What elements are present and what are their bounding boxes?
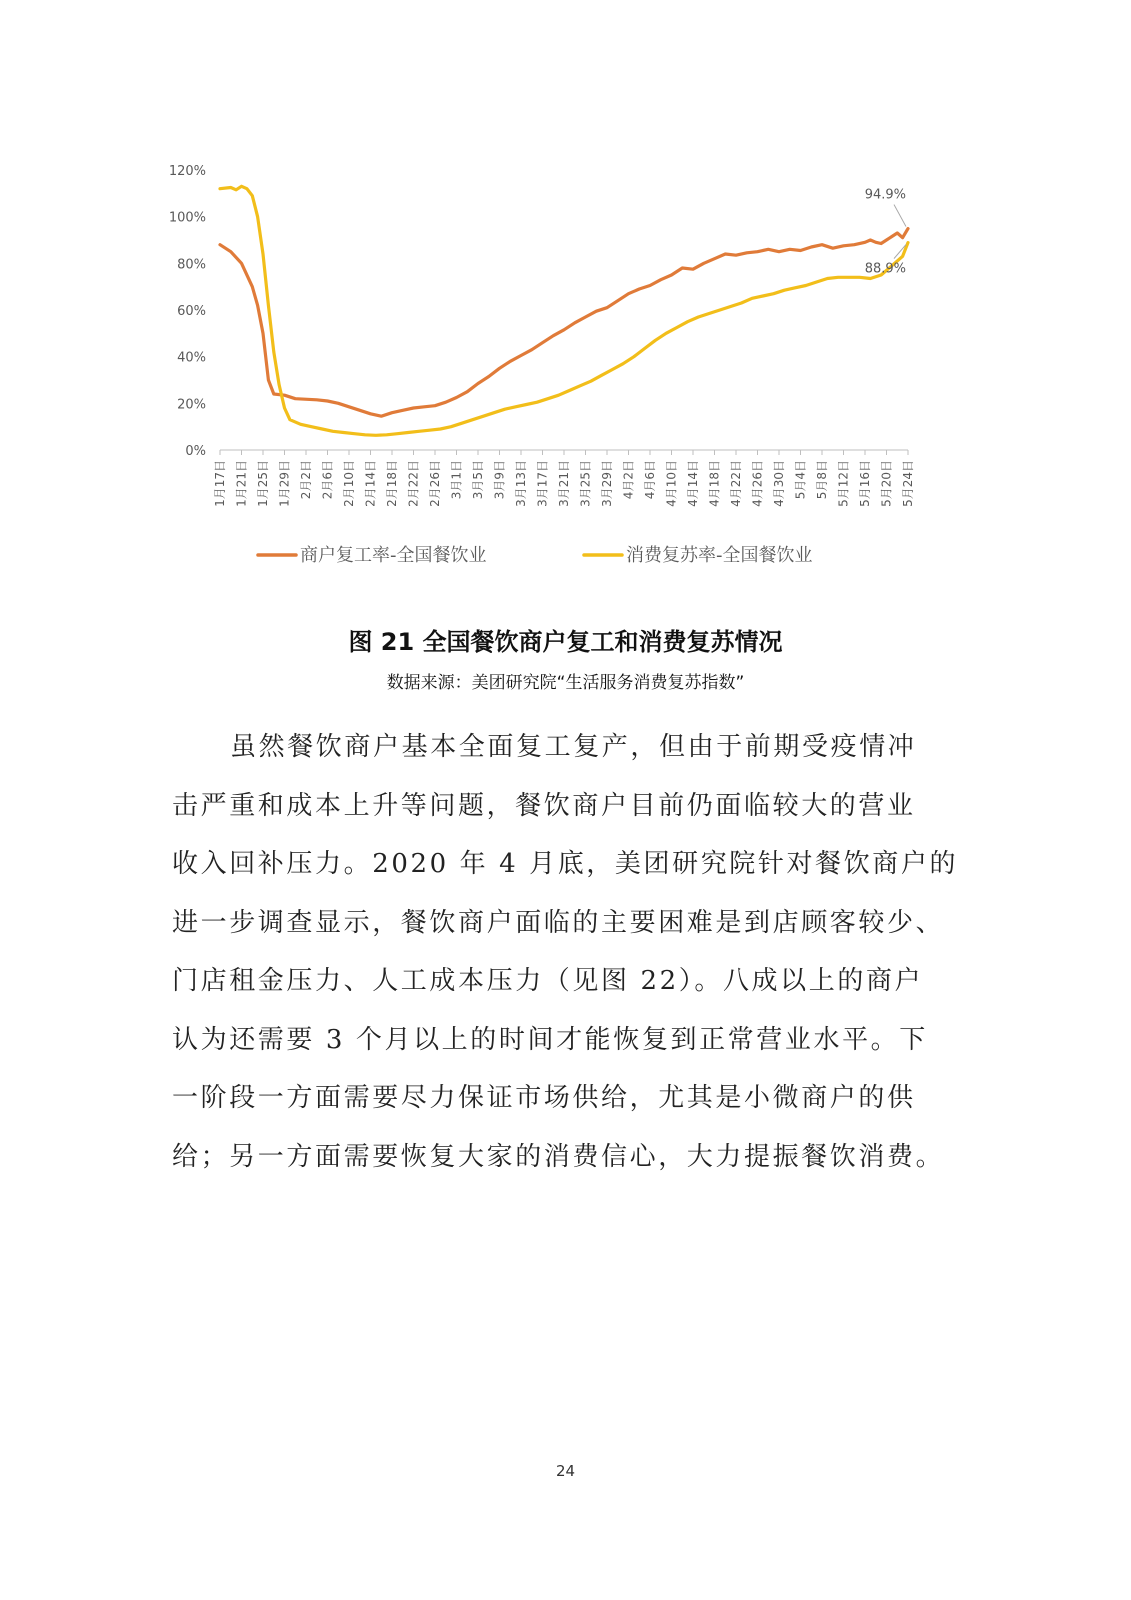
x-tick-label: 2月14日 [363, 460, 378, 507]
x-tick-label: 3月13日 [514, 460, 528, 507]
x-tick-label: 3月29日 [600, 460, 614, 507]
y-tick-label: 120% [168, 164, 206, 179]
body-line: 进一步调查显示，餐饮商户面临的主要困难是到店顾客较少、 [172, 907, 945, 938]
x-tick-label: 3月17日 [535, 460, 550, 507]
annotation-leader-line [894, 205, 906, 227]
legend-label: 消费复苏率-全国餐饮业 [626, 545, 813, 566]
figure-caption-title: 图 21 全国餐饮商户复工和消费复苏情况 [348, 628, 783, 656]
x-tick-label: 1月29日 [277, 460, 292, 507]
x-tick-label: 4月14日 [686, 460, 700, 507]
annotation-layer [865, 188, 906, 277]
y-tick-label: 100% [168, 210, 206, 226]
body-line: 一阶段一方面需要尽力保证市场供给，尤其是小微商户的供 [172, 1083, 916, 1113]
x-tick-label: 5月12日 [836, 460, 851, 507]
x-tick-label: 3月1日 [449, 460, 464, 500]
body-line: 击严重和成本上升等问题，餐饮商户目前仍面临较大的营业 [172, 790, 916, 821]
x-tick-label: 2月10日 [342, 460, 356, 507]
series-line-1 [220, 229, 908, 417]
x-tick-label: 4月18日 [707, 460, 722, 507]
data-label: 88.9% [864, 261, 906, 277]
y-tick-label: 40% [177, 350, 206, 366]
body-line: 收入回补压力。2020 年 4 月底，美团研究院针对餐饮商户的 [172, 849, 959, 879]
x-tick-label: 5月8日 [815, 460, 829, 500]
x-tick-label: 3月5日 [471, 460, 485, 500]
x-tick-label: 4月26日 [750, 460, 765, 507]
x-tick-label: 2月26日 [428, 460, 442, 507]
x-tick-label: 5月16日 [858, 460, 872, 507]
x-tick-label: 5月4日 [793, 460, 808, 500]
x-tick-label: 1月25日 [256, 460, 270, 507]
x-tick-label: 4月10日 [664, 460, 679, 507]
y-tick-label: 20% [177, 397, 206, 413]
y-tick-label: 60% [177, 304, 206, 319]
series-line-2 [220, 186, 908, 435]
page-number: 24 [555, 1462, 576, 1480]
x-tick-label: 5月24日 [901, 460, 915, 507]
body-line: 给；另一方面需要恢复大家的消费信心，大力提振餐饮消费。 [172, 1141, 945, 1172]
x-tick-label: 5月20日 [879, 460, 894, 507]
legend-label: 商户复工率-全国餐饮业 [300, 545, 487, 566]
line-chart [150, 150, 950, 600]
x-tick-label: 4月30日 [772, 460, 786, 507]
y-tick-label: 0% [185, 444, 206, 459]
body-line: 虽然餐饮商户基本全面复工复产，但由于前期受疫情冲 [230, 732, 917, 762]
y-axis [169, 164, 206, 459]
figure-caption-source: 数据来源：美团研究院“生活服务消费复苏指数” [386, 673, 745, 693]
x-tick-label: 2月18日 [385, 460, 399, 507]
x-tick-label: 3月25日 [578, 460, 593, 507]
body-line: 门店租金压力、人工成本压力（见图 22）。八成以上的商户 [172, 966, 924, 996]
x-axis [213, 450, 915, 507]
x-tick-label: 3月21日 [557, 460, 571, 507]
y-tick-label: 80% [177, 257, 206, 273]
x-tick-label: 4月22日 [729, 460, 743, 507]
x-tick-label: 4月6日 [643, 460, 657, 500]
x-tick-label: 2月2日 [299, 460, 313, 500]
x-tick-label: 2月22日 [406, 460, 421, 507]
x-tick-label: 4月2日 [621, 460, 636, 500]
x-tick-label: 2月6日 [320, 460, 335, 500]
body-paragraph [172, 718, 972, 1186]
chart-legend [258, 544, 813, 566]
series-layer [220, 186, 908, 435]
x-tick-label: 1月21日 [234, 460, 249, 507]
data-label: 94.9% [864, 187, 906, 203]
x-tick-label: 1月17日 [213, 460, 227, 507]
body-line: 认为还需要 3 个月以上的时间才能恢复到正常营业水平。下 [172, 1024, 928, 1055]
x-tick-label: 3月9日 [492, 460, 507, 500]
